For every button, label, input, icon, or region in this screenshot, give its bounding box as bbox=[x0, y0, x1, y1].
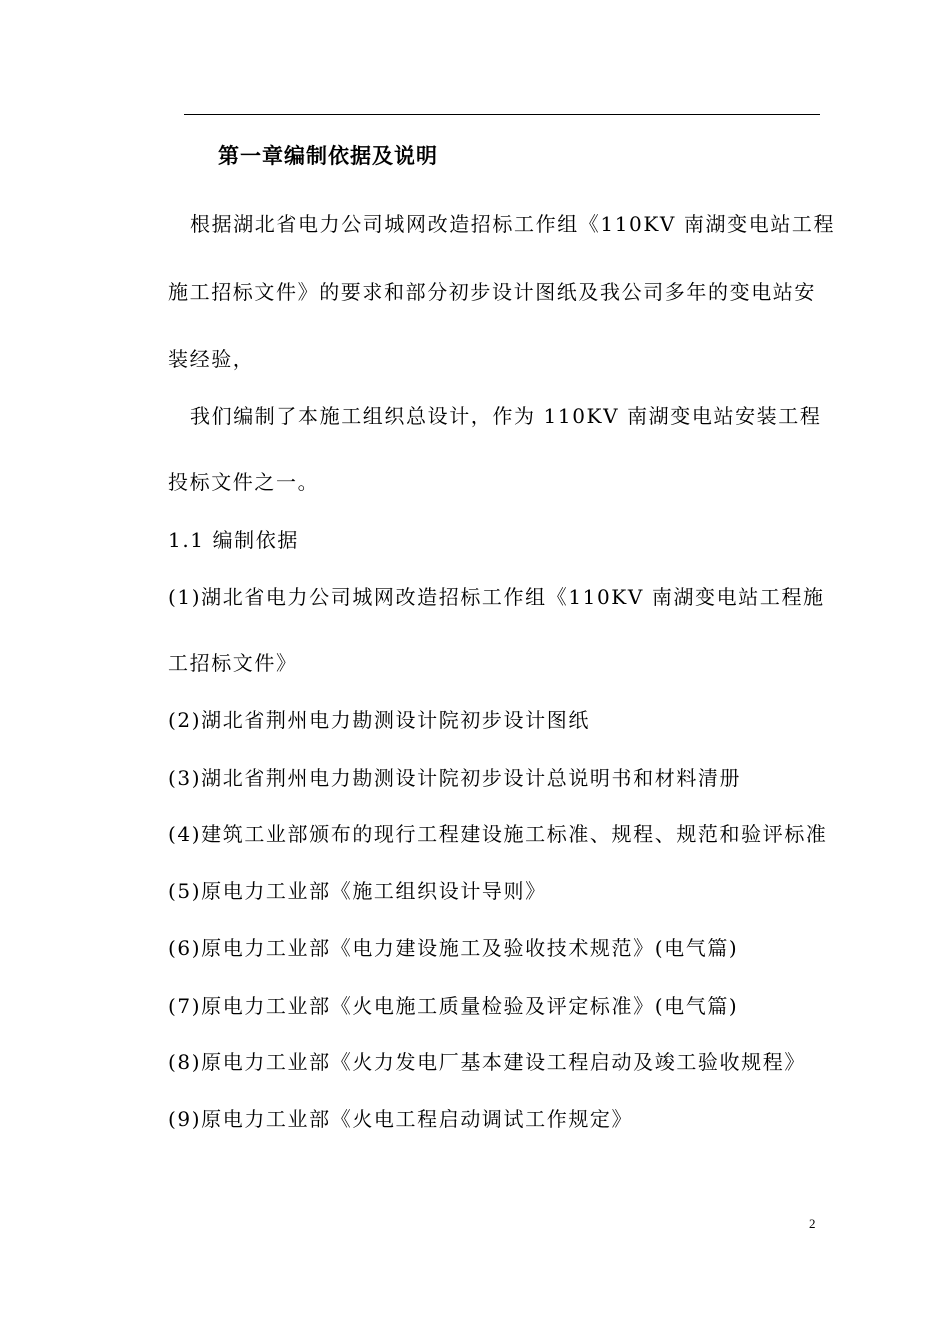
paragraph-line-5: 投标文件之一。 bbox=[168, 470, 320, 494]
basis-item-6: (6)原电力工业部《电力建设施工及验收技术规范》(电气篇) bbox=[168, 936, 739, 960]
basis-item-1-continued: 工招标文件》 bbox=[168, 651, 298, 675]
basis-item-9: (9)原电力工业部《火电工程启动调试工作规定》 bbox=[168, 1107, 634, 1131]
section-heading: 1.1 编制依据 bbox=[168, 528, 299, 552]
basis-item-7: (7)原电力工业部《火电施工质量检验及评定标准》(电气篇) bbox=[168, 994, 739, 1018]
basis-item-1: (1)湖北省电力公司城网改造招标工作组《110KV 南湖变电站工程施 bbox=[168, 585, 825, 609]
basis-item-8: (8)原电力工业部《火力发电厂基本建设工程启动及竣工验收规程》 bbox=[168, 1050, 806, 1074]
basis-item-2: (2)湖北省荆州电力勘测设计院初步设计图纸 bbox=[168, 708, 590, 732]
page-number: 2 bbox=[809, 1216, 816, 1231]
chapter-title: 第一章编制依据及说明 bbox=[218, 143, 438, 168]
basis-item-5: (5)原电力工业部《施工组织设计导则》 bbox=[168, 879, 547, 903]
paragraph-line-3: 装经验， bbox=[168, 347, 255, 371]
paragraph-line-4: 我们编制了本施工组织总设计，作为 110KV 南湖变电站安装工程 bbox=[190, 404, 822, 428]
paragraph-line-2: 施工招标文件》的要求和部分初步设计图纸及我公司多年的变电站安 bbox=[168, 280, 816, 304]
basis-item-3: (3)湖北省荆州电力勘测设计院初步设计总说明书和材料清册 bbox=[168, 766, 742, 790]
paragraph-line-1: 根据湖北省电力公司城网改造招标工作组《110KV 南湖变电站工程 bbox=[190, 212, 836, 236]
header-rule bbox=[184, 114, 820, 115]
basis-item-4: (4)建筑工业部颁布的现行工程建设施工标准、规程、规范和验评标准 bbox=[168, 822, 828, 846]
